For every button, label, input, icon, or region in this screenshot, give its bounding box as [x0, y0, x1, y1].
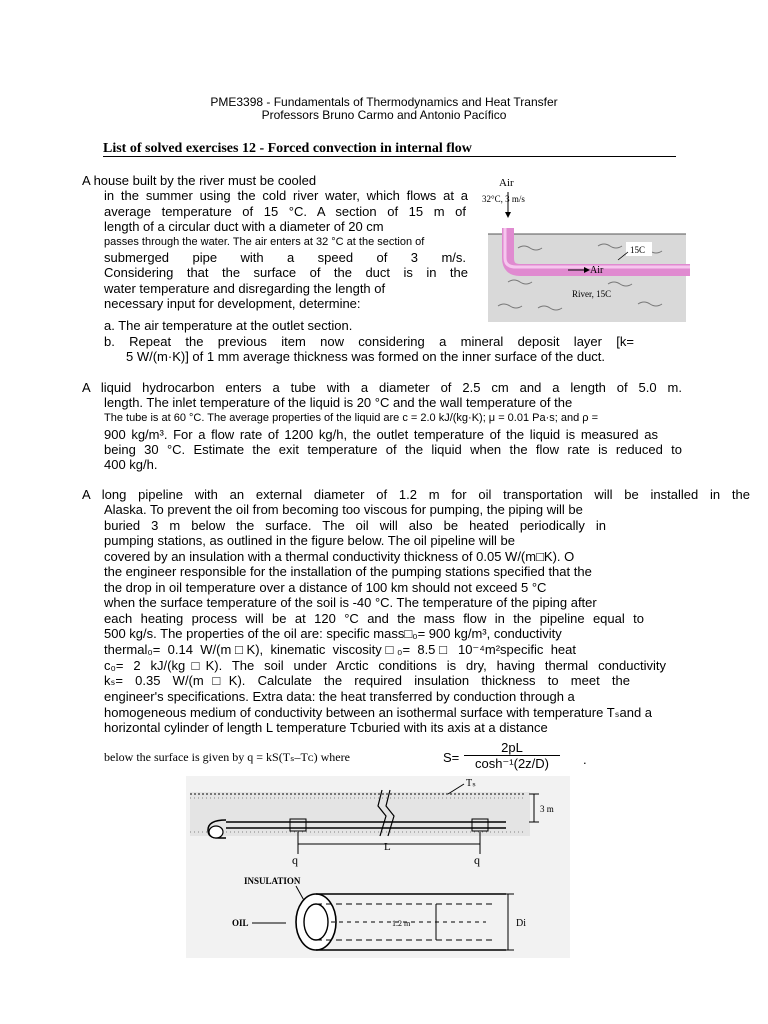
formula-text: below the surface is given by q = kS(Tₛ–Tᴄ) where [104, 750, 350, 764]
ex3-line: covered by an insulation with a thermal conductivity thickness of 0.05 W/(m□K). O [104, 549, 575, 564]
ex3-line: kₛ= 0.35 W/(m□K). Calculate the required insulation thickness to meet the [104, 673, 630, 688]
ex1-line: Considering that the surface of the duct is in the [104, 265, 468, 280]
pipeline-figure [186, 776, 570, 958]
ex2-line: 400 kg/h. [104, 457, 158, 472]
ex1-line: A house built by the river must be cooled [82, 173, 317, 188]
ex1-line: submerged pipe with a speed of 3 m/s. [104, 250, 466, 265]
flow-label: Air [590, 265, 604, 276]
ex3-line: the drop in oil temperature over a distance of 100 km should not exceed 5 °C [104, 580, 547, 595]
arrow-head [505, 212, 511, 218]
ex2-line: 900 kg/m³. For a flow rate of 1200 kg/h, the outlet temperature of the liquid is measured as [104, 427, 658, 442]
ex1-item-a: a. The air temperature at the outlet section. [104, 318, 353, 333]
ex2-line: The tube is at 60 °C. The average properties of the liquid are c = 2.0 kJ/(kg·K); μ = 0.01 Pa·s; and ρ = [104, 412, 599, 424]
ex1-line: average temperature of 15 °C. A section of 15 m of [104, 204, 466, 219]
soil-band [190, 792, 530, 836]
page-title: List of solved exercises 12 - Forced convection in internal flow [103, 141, 472, 156]
ex1-line: water temperature and disregarding the length of [104, 281, 386, 296]
ts-label: Tₛ [466, 778, 476, 789]
ex1-item-b: b. Repeat the previous item now considering a mineral deposit layer [k= [104, 334, 634, 349]
ex3-line: the engineer responsible for the installation of the pumping stations specified that the [104, 564, 592, 579]
ex2-line: A liquid hydrocarbon enters a tube with a diameter of 2.5 cm and a length of 5.0 m. [82, 380, 682, 395]
cylinder-inner-end [304, 904, 328, 940]
ex3-line: Alaska. To prevent the oil from becoming too viscous for pumping, the piping will be [104, 502, 583, 517]
course-title: PME3398 - Fundamentals of Thermodynamics and Heat Transfer [210, 95, 558, 109]
title-underline [103, 156, 676, 157]
ex3-line: engineer's specifications. Extra data: the heat transferred by conduction through a [104, 689, 575, 704]
formula-fraction [464, 740, 560, 772]
ex3-line: homogeneous medium of conductivity between an isothermal surface with temperature Tₛand a [104, 705, 653, 720]
ex1-line: passes through the water. The air enters at 32 °C at the section of [104, 236, 425, 248]
q-label-left: q [292, 853, 298, 867]
ex3-line: c₀= 2 kJ/(kg□K). The soil under Arctic conditions is dry, having thermal conductivity [104, 658, 666, 673]
air-label: Air [499, 177, 514, 189]
diam-label: 1.2 m [392, 919, 411, 928]
ex2-line: being 30 °C. Estimate the exit temperature of the liquid when the flow rate is reduced to [104, 442, 682, 457]
ex3-line: 500 kg/s. The properties of the oil are: specific mass□₀= 900 kg/m³, conductivity [104, 626, 562, 641]
river-duct-figure [478, 176, 694, 324]
ex1-line: length of a circular duct with a diameter of 20 cm [104, 219, 384, 234]
duct-temp-label: 15C [630, 245, 646, 255]
ex3-line: horizontal cylinder of length L temperature Tᴄburied with its axis at a distance [104, 720, 548, 735]
ex3-line: each heating process will be at 120 °C and the mass flow in the pipeline equal to [104, 611, 644, 626]
ex3-line: thermal₀= 0.14 W/(m□K), kinematic viscosity□₀= 8.5□ 10⁻⁴m²specific heat [104, 642, 576, 657]
ex3-line: when the surface temperature of the soil is -40 °C. The temperature of the piping after [104, 595, 597, 610]
ex3-line: pumping stations, as outlined in the figure below. The oil pipeline will be [104, 533, 515, 548]
depth-label: 3 m [540, 804, 554, 814]
river-water [488, 234, 686, 322]
formula-denominator: cosh⁻¹(2z/D) [474, 756, 550, 771]
pipe-opening [209, 826, 223, 838]
insulation-label: INSULATION [244, 876, 301, 886]
oil-label: OIL [232, 918, 249, 928]
river-label: River, 15C [572, 289, 612, 299]
l-label: L [384, 841, 391, 853]
formula-numerator: 2pL [464, 740, 560, 756]
ex1-line: in the summer using the cold river water, which flows at a [104, 188, 468, 203]
ex1-line: necessary input for development, determine: [104, 296, 361, 311]
formula-end: . [583, 752, 587, 767]
ex3-line: buried 3 m below the surface. The oil will also be heated periodically in [104, 518, 606, 533]
ex2-line: length. The inlet temperature of the liquid is 20 °C and the wall temperature of the [104, 395, 573, 410]
ex3-line: A long pipeline with an external diameter of 1.2 m for oil transportation will be installed in the [82, 487, 750, 502]
q-label-right: q [474, 853, 480, 867]
di-label: Di [516, 918, 526, 929]
ex1-item-b-cont: 5 W/(m·K)] of 1 mm average thickness was formed on the inner surface of the duct. [126, 349, 606, 364]
formula-s: S= [443, 750, 460, 765]
air-conditions: 32°C, 3 m/s [482, 194, 525, 204]
professors-line: Professors Bruno Carmo and Antonio Pacífico [261, 108, 507, 122]
